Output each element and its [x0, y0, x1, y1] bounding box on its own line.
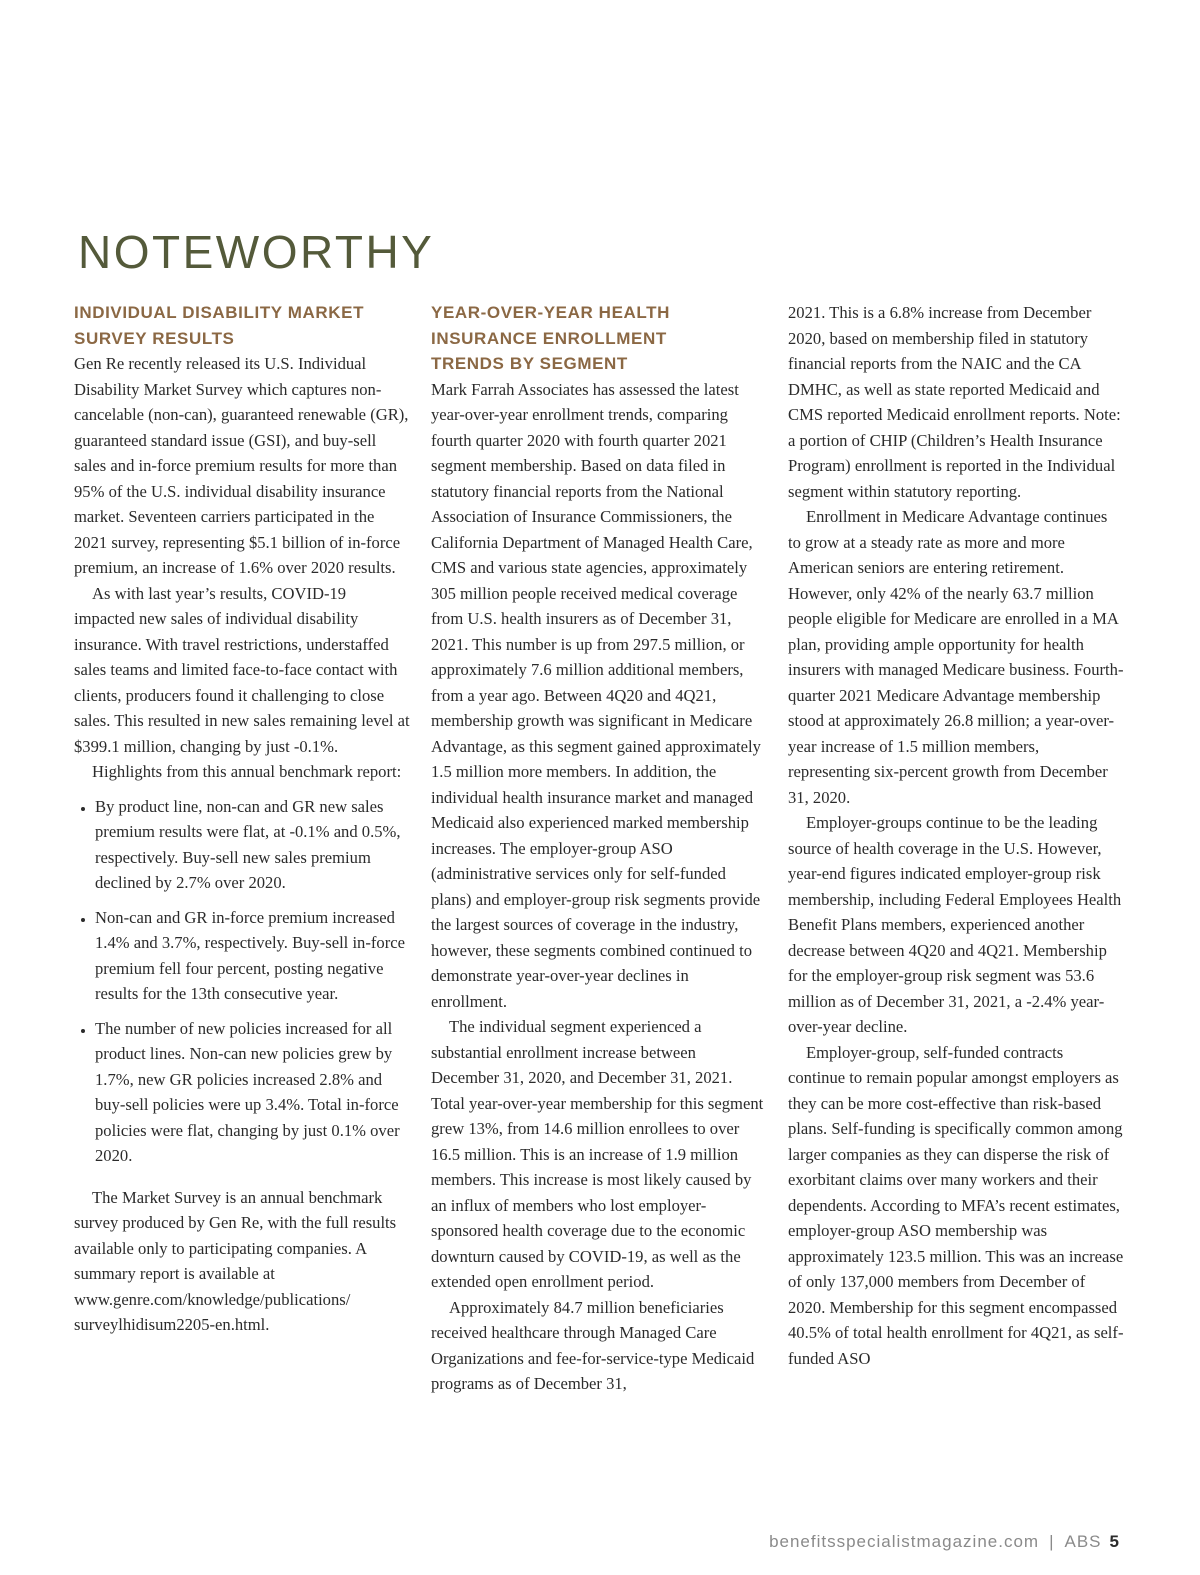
paragraph: Employer-group, self-funded contracts continue to remain popular amongst employers as they can be more cost-effective than risk-based plans. Self-funding is specifically common among larger companies as they can disperse the risk of exorbitant claims over many workers and their dependents. According to MFA’s recent estimates, employer-group ASO membership was approximately 123.5 million. This was an increase of only 137,000 members from December of 2020. Membership for this segment encompassed 40.5% of total health enrollment for 4Q21, as self-funded ASO	[788, 1042, 1124, 1368]
paragraph: Employer-groups continue to be the leading source of health coverage in the U.S. However, year-end figures indicated employer-group risk membership, including Federal Employees Health Benefit Plans members, experienced another decrease between 4Q20 and 4Q21. Membership for the employer-group risk segment was 53.6 million as of December 31, 2021, a -2.4% year-over-year decline.	[788, 813, 1122, 1036]
paragraph: Highlights from this annual benchmark report:	[92, 762, 402, 781]
paragraph: As with last year’s results, COVID-19 impacted new sales of individual disability insurance. With travel restrictions, understaffed sales teams and limited face-to-face contact with clients, producers found it challenging to close sales. This resulted in new sales remaining level at $399.1 million, changing by just -0.1%.	[74, 583, 410, 756]
paragraph: Mark Farrah Associates has assessed the latest year-over-year enrollment trends, comparing fourth quarter 2020 with fourth quarter 2021 segment membership. Based on data filed in statutory financial reports from the National Association of Insurance Commissioners, the California Department of Managed Health Care, CMS and various state agencies, approximately 305 million people received medical coverage from U.S. health insurers as of December 31, 2021. This number is up from 297.5 million, or approximately 7.6 million additional members, from a year ago. Between 4Q20 and 4Q21, membership growth was significant in Medicare Advantage, as this segment gained approximately 1.5 million more members. In addition, the individual health insurance market and managed Medicaid also experienced marked membership increases. The employer-group ASO (administrative services only for self-funded plans) and employer-group risk segments provide the largest sources of coverage in the industry, however, these segments combined continued to demonstrate year-over-year declines in enrollment.	[431, 379, 761, 1011]
column-1	[74, 300, 410, 1338]
footer-site: benefitsspecialistmagazine.com	[769, 1532, 1040, 1551]
article-heading-disability	[74, 300, 410, 351]
heading-line: YEAR-OVER-YEAR HEALTH	[431, 303, 670, 322]
heading-line: INDIVIDUAL DISABILITY MARKET	[74, 303, 365, 322]
list-item: • The number of new policies increased for all product lines. Non-can new policies grew by 1.7%, new GR policies increased 2.8% and buy-sell policies were up 3.4%. Total in-force policies were flat, changing by just 0.1% over 2020.	[95, 1016, 410, 1169]
highlights-list	[74, 794, 410, 1169]
footer-publication: ABS	[1064, 1532, 1102, 1551]
paragraph: The individual segment experienced a substantial enrollment increase between December 31, 2020, and December 31, 2021. Total year-over-year membership for this segment grew 13%, from 14.6 million enrollees to over 16.5 million. This is an increase of 1.9 million members. This increase is most likely caused by an influx of members who lost employer-sponsored health coverage due to the economic downturn caused by COVID-19, as well as the extended open enrollment period.	[431, 1017, 764, 1291]
paragraph: Enrollment in Medicare Advantage continues to grow at a steady rate as more and more American seniors are entering retirement. However, only 42% of the nearly 63.7 million people eligible for Medicare are enrolled in a MA plan, providing ample opportunity for health insurers with managed Medicare business. Fourth-quarter 2021 Medicare Advantage membership stood at approximately 26.8 million; a year-over-year increase of 1.5 million members, representing six-percent growth from December 31, 2020.	[788, 507, 1124, 807]
page-footer	[769, 1532, 1120, 1552]
paragraph: Approximately 84.7 million beneficiaries received healthcare through Managed Care Organizations and fee-for-service-type Medicaid programs as of December 31,	[431, 1297, 755, 1393]
page-title: NOTEWORTHY	[78, 226, 435, 278]
footer-separator: |	[1049, 1532, 1055, 1551]
heading-line: INSURANCE ENROLLMENT	[431, 328, 667, 348]
list-item: • Non-can and GR in-force premium increased 1.4% and 3.7%, respectively. Buy-sell in-force premium fell four percent, posting negative results for the 13th consecutive year.	[95, 905, 410, 1007]
heading-line: SURVEY RESULTS	[74, 328, 235, 348]
paragraph: 2021. This is a 6.8% increase from December 2020, based on membership filed in statutory financial reports from the NAIC and the CA DMHC, as well as state reported Medicaid and CMS reported Medicaid enrollment reports. Note: a portion of CHIP (Children’s Health Insurance Program) enrollment is reported in the Individual segment within statutory reporting.	[788, 303, 1121, 501]
column-3	[788, 300, 1124, 1371]
paragraph: The Market Survey is an annual benchmark survey produced by Gen Re, with the full results available only to participating companies. A summary report is available at www.genre.com/knowledge/publications/ surveylhidisum2205-en.html.	[74, 1187, 397, 1334]
page-number: 5	[1109, 1532, 1120, 1551]
article-heading-enrollment	[431, 300, 767, 377]
list-item: • By product line, non-can and GR new sales premium results were flat, at -0.1% and 0.5%, respectively. Buy-sell new sales premium declined by 2.7% over 2020.	[95, 794, 410, 896]
paragraph: Gen Re recently released its U.S. Individual Disability Market Survey which captures non-cancelable (non-can), guaranteed renewable (GR), guaranteed standard issue (GSI), and buy-sell sales and in-force premium results for more than 95% of the U.S. individual disability insurance market. Seventeen carriers participated in the 2021 survey, representing $5.1 billion of in-force premium, an increase of 1.6% over 2020 results.	[74, 354, 409, 577]
column-2	[431, 300, 767, 1397]
heading-line: TRENDS BY SEGMENT	[431, 354, 628, 373]
